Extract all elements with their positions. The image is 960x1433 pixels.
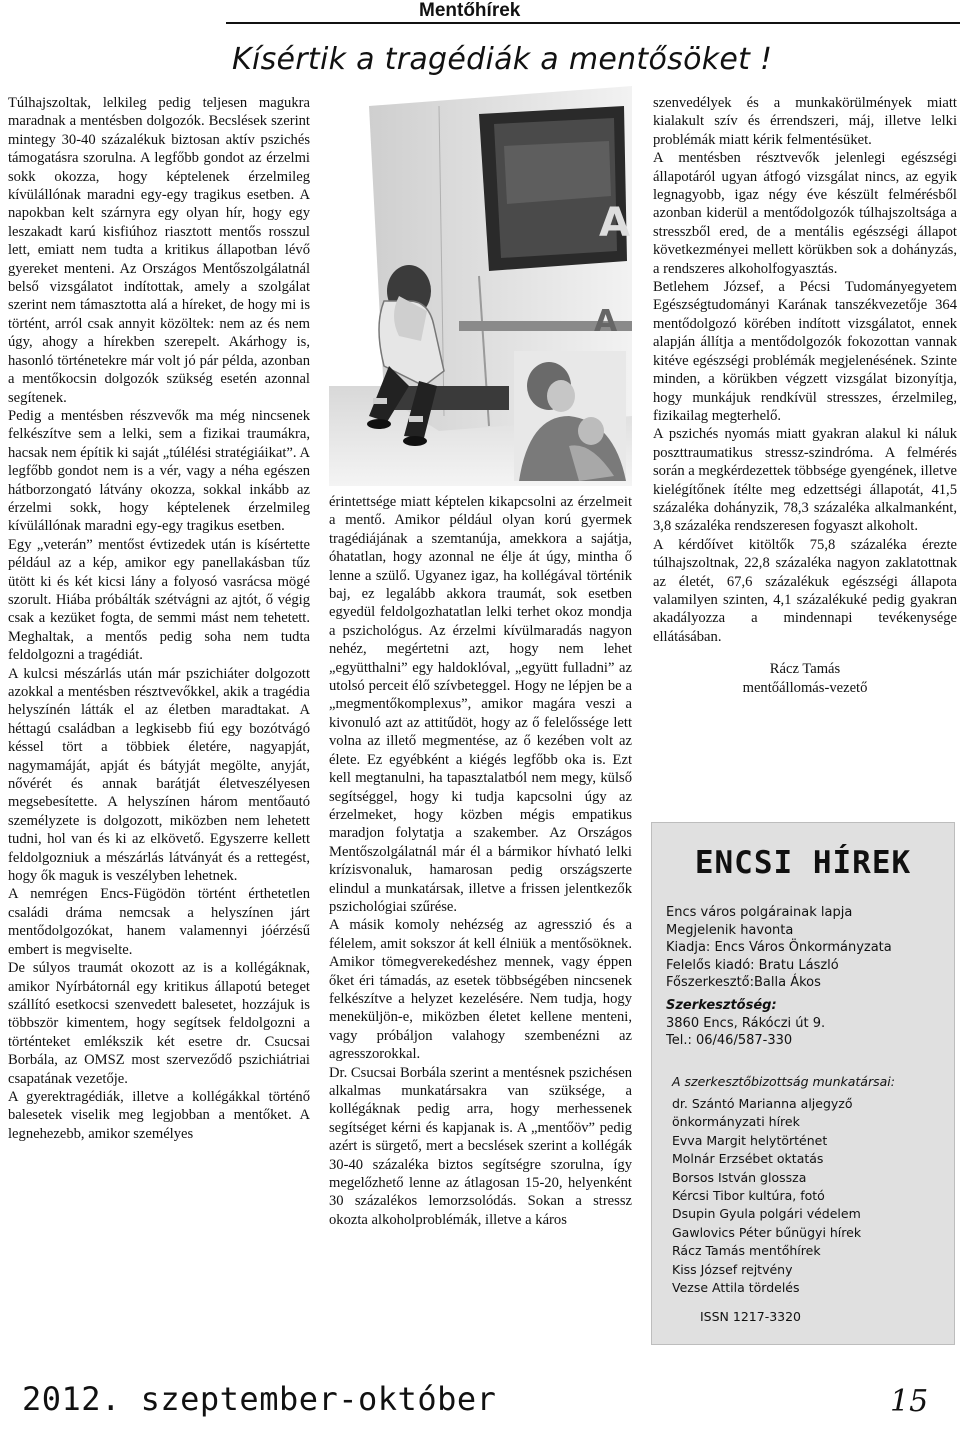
- svg-text:A: A: [599, 200, 630, 246]
- staff-item: Molnár Erzsébet oktatás: [672, 1151, 824, 1167]
- staff-item: Kércsi Tibor kultúra, fotó: [672, 1188, 825, 1204]
- paragraph: Betlehem József, a Pécsi Tudományegyetem Egészségtudományi Karának tanszékvezetője 364 mentődolgozó körében indított vizsgálatot, ennek alapján állítja a mentődolgozók fokozottan vannak kitéve egészségi problémák megjelenésének. Szinte minden, a körükben végzett vizsgálat bizonyítja, hogy munkájuk rendkívül stresszes, érzelmileg, fizikailag megterhelő.: [653, 279, 957, 424]
- staff-item: Borsos István glossza: [672, 1169, 807, 1185]
- svg-text:A: A: [594, 304, 618, 339]
- paragraph: A kérdőívet kitöltők 75,8 százaléka érezte túlhajszoltnak, 22,8 százaléka nagyon zaklatottnak az életét, 67,6 százalékuk egészségi állapota valamilyen szinten, 4,1 százalékuké pedig gyakran akadályozza a mindennapi tevékenysége ellátásában.: [653, 536, 957, 645]
- section-header: Mentőhírek: [226, 0, 960, 24]
- staff-item: Gawlovics Péter bűnügyi hírek: [672, 1224, 862, 1240]
- author-name: Rácz Tamás: [769, 661, 841, 678]
- publisher-line: Kiadja: Encs Város Önkormányzata: [666, 940, 892, 956]
- paragraph: De súlyos traumát okozott az is a kollégáknak, amikor Nyírbátornál egy kritikus állapotú beteget szállító esetkocsi szenvedett balesetet, hozzájuk is többször kimentem, hogy segítsek feldolgozni a történteket emlékszik két esetre dr. Csucsai Borbála, az OMSZ most szerveződő pszichiátriai csapatának vezetője.: [8, 960, 310, 1087]
- ambulance-paramedic-photo: [329, 86, 632, 486]
- publisher-line: Encs város polgárainak lapja: [666, 905, 853, 920]
- article-column-2: [329, 493, 632, 1229]
- paragraph: A pszichés nyomás miatt gyakran alakul ki náluk poszttraumatikus stressz-szindróma. A felmérés során a megkérdezettek többsége gyengének, illetve kielégítőnek ítélte meg edzettségi állapotát, 41,5 százaléka dohányzik, 78,3 százaléka alkalmanként, 3,8 százaléka rendszeresen fogyaszt alkoholt.: [653, 426, 957, 535]
- staff-item: Kiss József rejtvény: [672, 1261, 793, 1277]
- staff-item: Evva Margit helytörténet: [672, 1132, 828, 1148]
- editorial-address: 3860 Encs, Rákóczi út 9.: [666, 1015, 826, 1031]
- paragraph: Túlhajszoltak, lelkileg pedig teljesen magukra maradnak a mentésben dolgozók. Becslések szerint mintegy 30-40 százalékuk biztosan aktív pszichés támogatásra szorulna. A legfőbb gondot az érzelmi sokk okozza, hogy képtelenek érzelmileg kívülállónak maradni egy-egy tragikus esetben. A napokban kelt szárnyra egy olyan hír, hogy egy leszakadt karú kisfiúhoz riasztott mentős rosszul lett, emiatt nem tudta a kritikus állapotban lévő gyereket menteni. Az Országos Mentőszolgálatnál belső vizsgálatot indítottak, amely a szolgálat szerint nem támasztotta alá a híreket, de hogy mi is történt, arról csak annyit közöltek: nem az és nem úgy, ahogy a hírekben szerepelt. Akárhogy is, hasonló történetekre már volt jó pár példa, azonban a mentőkocsin dolgozók szükség esetén azonnal segítenek.: [8, 95, 310, 406]
- author-signature: [653, 660, 957, 698]
- publisher-line: Főszerkesztő:Balla Ákos: [666, 975, 821, 991]
- paragraph: Dr. Csucsai Borbála szerint a mentésnek pszichésen alkalmas munkatársakra van szüksége, a kollégáknak pedig arra, hogy merhessenek segítséget kérni és kapjanak is. A „mentőöv” pedig azért is sürgető, mert a becslések szerint a kollégák 30-40 százaléka biztos segítségre szorulna, így megelőzhető lenne az átlagosan 15-20, helyenként 30 százalékos lemorzsolódás. Sokan a stressz okozta alkoholproblémák, illetve a káros: [329, 1064, 632, 1228]
- paragraph: érintettsége miatt képtelen kikapcsolni az érzelmeit a mentő. Amikor például olyan korú gyermek tragédiájának a szemtanúja, amekkora a sajátja, óhatatlan, hogy azonnal ne élje át úgy, mintha ő lenne a szülő. Ugyanez igaz, ha kollégával történik baj, ez legalább akkora traumát, sok esetben egyedül feldolgozhatatlan lelki terhet okoz mondja a pszichológus. Az érzelmi kívülmaradás nagyon nehéz, megértetni azt, hogy nem lehet „együtthalni” egy haldoklóval, „együtt fulladni” az utolsó perceit élő szívbeteggel. Hogy ne lépjen be a „megmentőkomplexus”, amikor magára veszi a kivonuló azt az attitűdöt, hogy az ő felelőssége lett volna az illető megmentése, az ő kezében volt az élete. Ez egyébként a kiégés legfőbb oka is. Ezt kell megtanulni, ha tapasztalatból nem megy, külső segítséggel, hogy ki tudja kapcsolni úgy az érzelmeket, hogy közben mégis empatikus maradjon folytatja a szakember. Az Országos Mentőszolgálatnál már él a bármikor hívható lelki krízisvonaluk, hamarosan pedig országszerte elindul a munkatársak, illetve a frissen jelentkezők pszichológiai szűrése.: [329, 494, 632, 915]
- publisher-line: Megjelenik havonta: [666, 922, 794, 938]
- editorial-phone: Tel.: 06/46/587-330: [666, 1033, 793, 1049]
- page-number: 15: [890, 1384, 929, 1419]
- staff-item: Dsupin Gyula polgári védelem: [672, 1206, 861, 1222]
- staff-item: önkormányzati hírek: [672, 1114, 800, 1130]
- publisher-line: Felelős kiadó: Bratu László: [666, 957, 839, 973]
- staff-item: Vezse Attila tördelés: [672, 1280, 800, 1296]
- article-headline: Kísértik a tragédiák a mentősöket !: [232, 42, 773, 77]
- issue-date: 2012. szeptember-október: [22, 1380, 497, 1418]
- author-role: mentőállomás-vezető: [742, 680, 868, 697]
- board-title: A szerkesztőbizottság munkatársai:: [672, 1074, 895, 1089]
- paragraph: A mentésben résztvevők jelenlegi egészségi állapotáról ugyan átfogó vizsgálat nincs, az egyik legnagyobb, igaz négy éve készült felmérésből azonban kiderül a mentődolgozók túlhajszoltsága a stresszből ered, de a mentális egészségi állapot következményei mellett körükben sok a dohányzás, a rendszeres alkoholfogyasztás.: [653, 150, 957, 277]
- paragraph: A kulcsi mészárlás után már pszichiáter dolgozott azokkal a mentésben résztvevőkkel, akik a tragédia helyszínén látták el az életben maradtakat. A héttagú családban a legkisebb fiú egy bozótvágó késsel tört a többiek életére, nagyapját, nagymamáját, apját és bátyját megölte, anyját, nővérét és annak barátját életveszélyesen megsebesítette. A helyszínen három mentőautó személyzete is dolgozott, miközben nem lehetett tudni, hol van és ki az elkövető. Egyszerre kellett feldolgozniuk a mészárlás látványát és a rettegést, hogy ők maguk is veszélyben lehetnek.: [8, 665, 310, 885]
- masthead-title: ENCSI HÍREK: [694, 845, 912, 881]
- article-column-1: [8, 94, 310, 1143]
- paragraph: szenvedélyek és a munkakörülmények miatt kialakult szív és érrendszeri, máj, illetve lelki problémák miatt kérik felmentésüket.: [653, 95, 957, 148]
- paragraph: Egy „veterán” mentőst évtizedek után is kísértette például az a kép, amikor egy panellakásban tűz ütött ki és két kicsi lány a folyosó vasrácsa mögé szorult. Hiába próbálták szétvágni az ajtót, ő végig csak a kezüket fogta, de semmi mást nem tehetett. Meghaltak, a mentős pedig soha nem tudta feldolgozni a tragédiát.: [8, 536, 310, 664]
- staff-item: Rácz Tamás mentőhírek: [672, 1243, 821, 1259]
- editorial-label: Szerkesztőség:: [666, 998, 777, 1013]
- paragraph: Pedig a mentésben részvevők ma még nincsenek felkészítve sem a lelki, sem a fizikai traumákra, hacsak nem építik ki saját „túlélési stratégiáikat”. A legfőbb gondot nem is a vér, vagy a néha egészen hátborzongató látvány okozza, sokkal inkább az érzelmi sokk, hogy képtelenek érzelmileg kívülállónak maradni egy-egy tragikus esetben.: [8, 407, 310, 535]
- issn: ISSN 1217-3320: [700, 1309, 802, 1324]
- masthead-box: [651, 822, 955, 1345]
- editorial-office: [666, 997, 825, 1050]
- paragraph: A gyerektragédiák, illetve a kollégákkal történő balesetek viselik meg legjobban a mentőket. A legnehezebb, amikor személyes: [8, 1088, 310, 1142]
- paragraph: A nemrégen Encs-Fügödön történt érthetetlen családi dráma nemcsak a helyszínen járt mentődolgozókat, hanem valamennyi jóérzésű embert is megviselte.: [8, 886, 310, 958]
- photo-illustration: [329, 86, 632, 486]
- publisher-info: [666, 904, 944, 992]
- staff-list: [672, 1095, 861, 1297]
- paragraph: A másik komoly nehézség az agresszió és a félelem, amit sokszor át kell élniük a mentősöknek. Amikor tömegverekedéshez mennek, vagy éppen őket éri támadás, az esetek többségében nincsenek felkészítve a helyzet kezelésére. Nem tudja, hogy meneküljön-e, miközben életet kellene menteni, vagy próbáljon valahogy szembenézni az agresszorokkal.: [329, 917, 632, 1063]
- staff-item: dr. Szántó Marianna aljegyző: [672, 1096, 853, 1111]
- article-column-3: [653, 94, 957, 698]
